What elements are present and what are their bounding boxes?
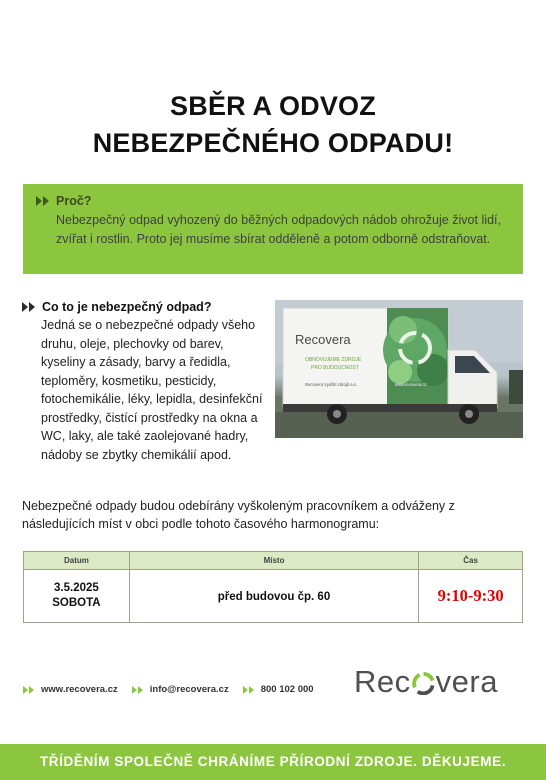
contact-row (23, 684, 328, 695)
cell-time (419, 570, 523, 623)
row-place: před budovou čp. 60 (217, 591, 331, 603)
intro-text: Nebezpečné odpady budou odebírány vyškoleným pracovníkem a odváženy z následujících míst v obci podle tohoto časového harmonogramu: (22, 499, 455, 531)
truck-slogan-2: PRO BUDOUCNOST (311, 365, 359, 371)
truck-illustration (275, 300, 523, 438)
what-heading: Co to je nebezpečný odpad? (42, 300, 212, 314)
header-place: Místo (129, 552, 418, 570)
double-arrow-icon (132, 686, 144, 694)
contact-web-text: www.recovera.cz (41, 684, 118, 695)
table-header-row (24, 552, 523, 570)
page-title (0, 88, 546, 162)
header-date: Datum (24, 552, 130, 570)
row-day: SOBOTA (52, 597, 101, 609)
schedule-table (23, 551, 523, 623)
logo-text-pre: Rec (354, 664, 411, 699)
contact-web[interactable] (23, 684, 118, 695)
recovera-logo (354, 664, 498, 700)
cell-date (24, 570, 130, 623)
cell-place (129, 570, 418, 623)
row-time: 9:10-9:30 (437, 586, 504, 605)
double-arrow-icon (22, 302, 36, 312)
contact-phone-text: 800 102 000 (260, 684, 314, 695)
why-text: Nebezpečný odpad vyhozený do běžných odpadových nádob ohrožuje život lidí, zvířat i rostlin. Proto jej musíme sbírat odděleně a potom odborně odstraňovat. (56, 213, 501, 246)
title-line-1: SBĚR A ODVOZ (170, 91, 376, 121)
table-row (24, 570, 523, 623)
recycle-o-icon (412, 672, 435, 695)
footer-banner: TŘÍDĚNÍM SPOLEČNĚ CHRÁNÍME PŘÍRODNÍ ZDROJE. DĚKUJEME. (0, 744, 546, 780)
header-time: Čas (419, 552, 523, 570)
truck-footer: Recovera Využití zdrojů a.s. (305, 382, 357, 387)
why-box (23, 184, 523, 274)
double-arrow-icon (243, 686, 255, 694)
truck-slogan-1: OBNOVUJEME ZDROJE (305, 357, 362, 363)
what-heading-row (22, 300, 267, 314)
truck-web: www.recovera.cz (395, 382, 427, 387)
logo-text-post: vera (435, 664, 498, 699)
double-arrow-icon (36, 196, 50, 206)
contact-email[interactable] (132, 684, 229, 695)
why-heading-row (36, 194, 507, 208)
what-text: Jedná se o nebezpečné odpady všeho druhu, oleje, plechovky od barev, kyseliny a zásady, barvy a ředidla, teploměry, kosmetiku, pesticidy, fotochemikálie, léky, lepidla, desinfekční prostředky, čistící prostředky na okna a WC, laky, ale také zaolejované hadry, nádoby se zbytky chemikálií apod. (41, 318, 263, 462)
contact-email-text: info@recovera.cz (149, 684, 229, 695)
contact-phone[interactable] (243, 684, 314, 695)
truck-photo (275, 300, 523, 438)
row-date: 3.5.2025 (54, 582, 99, 594)
what-section (22, 300, 267, 464)
double-arrow-icon (23, 686, 35, 694)
why-heading: Proč? (56, 194, 92, 208)
title-line-2: NEBEZPEČNÉHO ODPADU! (92, 128, 454, 158)
truck-brand: Recovera (295, 332, 351, 347)
